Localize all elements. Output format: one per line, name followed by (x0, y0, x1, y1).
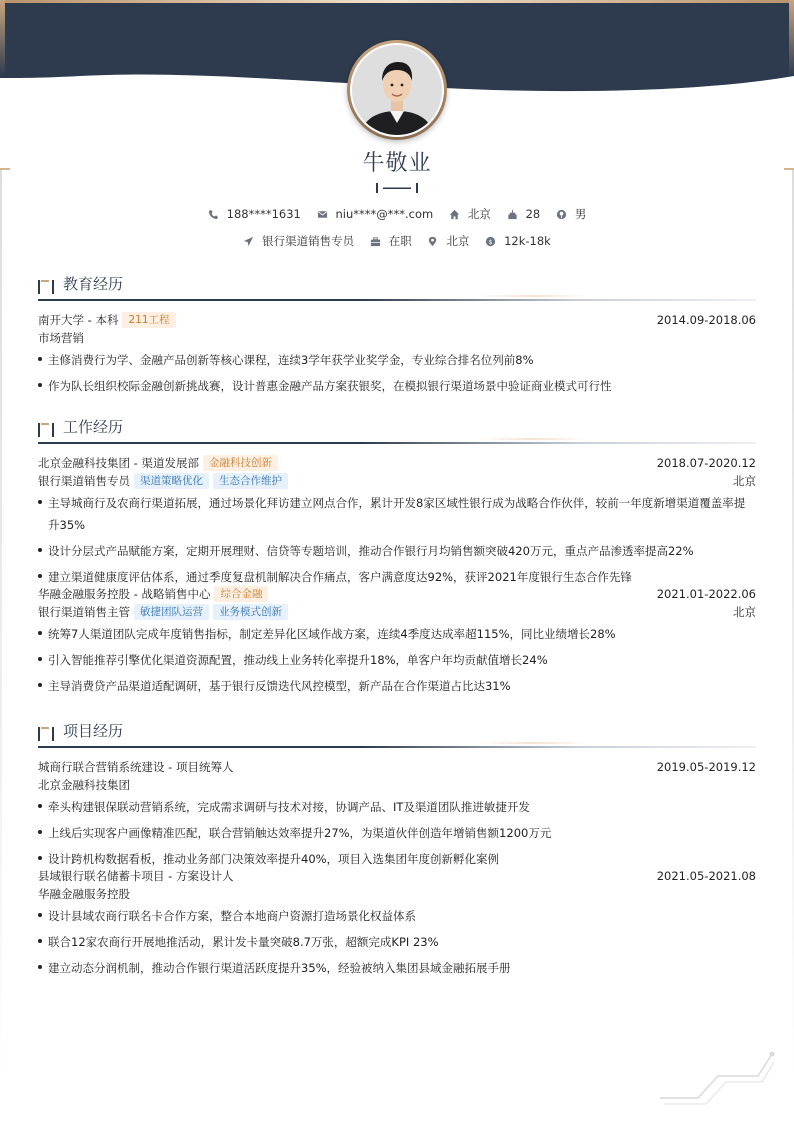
entry-date: 2018.07-2020.12 (656, 456, 756, 470)
location-pin-icon (427, 236, 438, 247)
svg-text:$: $ (488, 237, 493, 246)
list-item: 统筹7人渠道团队完成年度销售指标，制定差异化区域作战方案，连续4季度达成率超115%，同比业绩增长28% (38, 623, 756, 645)
section-rule (38, 299, 756, 301)
entry-date: 2021.01-2022.06 (656, 587, 756, 601)
project-entry (38, 758, 756, 870)
avatar (350, 43, 444, 137)
bullet-list (38, 492, 756, 588)
education-header (38, 273, 756, 301)
section-title: 工作经历 (63, 418, 124, 436)
age-item (507, 207, 541, 221)
target-position-item (243, 233, 354, 249)
city-item (449, 206, 491, 222)
org-row (38, 776, 756, 794)
school-tag: 211工程 (122, 312, 175, 328)
major-row (38, 329, 756, 347)
list-item: 建立动态分润机制，推动合作银行渠道活跃度提升35%，经验被纳入集团县域金融拓展手册 (38, 957, 756, 979)
entry-location: 北京 (733, 474, 756, 488)
money-icon (485, 236, 496, 247)
city-text: 北京 (467, 207, 491, 221)
role-tag: 业务模式创新 (213, 604, 288, 620)
status-text: 在职 (388, 234, 412, 248)
section-title: 教育经历 (63, 275, 124, 293)
left-edge-line (0, 170, 2, 1080)
major: 市场营销 (38, 331, 84, 345)
email-item (317, 207, 434, 221)
section-bars-icon (38, 423, 56, 437)
bullet-list (38, 349, 756, 397)
work-entry (38, 585, 756, 697)
role: 银行渠道销售主管 (38, 605, 130, 619)
role-tag: 渠道策略优化 (134, 473, 209, 489)
entry-location: 北京 (733, 605, 756, 619)
project-name-role: 城商行联合营销系统建设 - 项目统筹人 (38, 760, 234, 774)
entry-header-row (38, 585, 756, 603)
target-position-text: 银行渠道销售专员 (262, 234, 355, 248)
entry-date: 2019.05-2019.12 (656, 760, 756, 774)
target-city-item (427, 233, 469, 249)
role-row (38, 603, 756, 621)
entry-date: 2014.09-2018.06 (656, 313, 756, 327)
portrait-illustration (352, 45, 442, 135)
status-item (370, 233, 412, 249)
bullet-list (38, 905, 756, 979)
list-item: 联合12家农商行开展地推活动，累计发卡量突破8.7万张，超额完成KPI 23% (38, 931, 756, 953)
phone-item (208, 207, 301, 221)
home-icon (449, 209, 460, 220)
list-item: 设计县域农商行联名卡合作方案，整合本地商户资源打造场景化权益体系 (38, 905, 756, 927)
contact-info-line (0, 206, 794, 223)
section-bars-icon (38, 727, 56, 741)
bullet-list (38, 796, 756, 870)
corner-decoration (658, 1048, 778, 1108)
job-intent-line (0, 233, 794, 250)
section-bars-icon (38, 280, 56, 294)
section-glow (478, 742, 588, 744)
entry-header-row (38, 454, 756, 472)
list-item: 建立渠道健康度评估体系，通过季度复盘机制解决合作痛点，客户满意度达92%，获评2021年度银行生态合作先锋 (38, 566, 756, 588)
briefcase-icon (370, 236, 381, 247)
section-glow (478, 295, 588, 297)
section-title: 项目经历 (63, 722, 124, 740)
projects-header (38, 720, 756, 748)
section-rule (38, 746, 756, 748)
work-entry (38, 454, 756, 588)
section-glow (478, 438, 588, 440)
projects-section (38, 720, 756, 983)
entry-header-row (38, 758, 756, 776)
project-org: 北京金融科技集团 (38, 778, 130, 792)
list-item: 作为队长组织校际金融创新挑战赛，设计普惠金融产品方案获银奖，在模拟银行渠道场景中验证商业模式可行性 (38, 375, 756, 397)
role-row (38, 472, 756, 490)
list-item: 主导消费贷产品渠道适配调研，基于银行反馈迭代风控模型，新产品在合作渠道占比达31% (38, 675, 756, 697)
list-item: 设计分层式产品赋能方案，定期开展理财、信贷等专题培训，推动合作银行月均销售额突破420万元，重点产品渗透率提高22% (38, 540, 756, 562)
project-entry (38, 867, 756, 979)
entry-header-row (38, 311, 756, 329)
bullet-list (38, 623, 756, 697)
work-section (38, 416, 756, 701)
salary-text: 12k-18k (504, 234, 551, 248)
gender-icon (556, 209, 567, 220)
entry-header-row (38, 867, 756, 885)
list-item: 上线后实现客户画像精准匹配，联合营销触达效率提升27%，为渠道伙伴创造年增销售额1200万元 (38, 822, 756, 844)
name-divider-ornament (375, 183, 419, 193)
company-dept: 北京金融科技集团 - 渠道发展部 (38, 456, 199, 470)
company-tag: 金融科技创新 (203, 455, 278, 471)
list-item: 主修消费行为学、金融产品创新等核心课程，连续3学年获学业奖学金，专业综合排名位列前8% (38, 349, 756, 371)
salary-item (485, 234, 551, 248)
cake-icon (507, 209, 518, 220)
role-tag: 敏捷团队运营 (134, 604, 209, 620)
education-section (38, 273, 756, 401)
project-name-role: 县域银行联名储蓄卡项目 - 方案设计人 (38, 869, 234, 883)
entry-date: 2021.05-2021.08 (656, 869, 756, 883)
company-tag: 综合金融 (214, 586, 268, 602)
candidate-name: 牛敬业 (362, 151, 432, 176)
age-text: 28 (525, 207, 541, 221)
phone-text: 188****1631 (226, 207, 301, 221)
project-org: 华融金融服务控股 (38, 887, 130, 901)
role: 银行渠道销售专员 (38, 474, 130, 488)
list-item: 设计跨机构数据看板，推动业务部门决策效率提升40%，项目入选集团年度创新孵化案例 (38, 848, 756, 870)
email-text: niu****@***.com (335, 207, 434, 221)
gender-item (556, 206, 587, 222)
company-dept: 华融金融服务控股 - 战略销售中心 (38, 587, 211, 601)
list-item: 引入智能推荐引擎优化渠道资源配置，推动线上业务转化率提升18%，单客户年均贡献值增长24% (38, 649, 756, 671)
avatar-frame (347, 40, 447, 140)
send-icon (243, 236, 254, 247)
target-city-text: 北京 (446, 234, 470, 248)
org-row (38, 885, 756, 903)
list-item: 牵头构建银保联动营销系统，完成需求调研与技术对接，协调产品、IT及渠道团队推进敏捷开发 (38, 796, 756, 818)
section-rule (38, 442, 756, 444)
school-degree: 南开大学 - 本科 (38, 313, 119, 327)
mail-icon (317, 209, 328, 220)
work-header (38, 416, 756, 444)
role-tag: 生态合作维护 (213, 473, 288, 489)
gender-text: 男 (574, 207, 587, 221)
education-entry (38, 311, 756, 397)
phone-icon (208, 209, 219, 220)
list-item: 主导城商行及农商行渠道拓展，通过场景化拜访建立网点合作，累计开发8家区域性银行成为战略合作伙伴，较前一年度新增渠道覆盖率提升35% (38, 492, 756, 536)
